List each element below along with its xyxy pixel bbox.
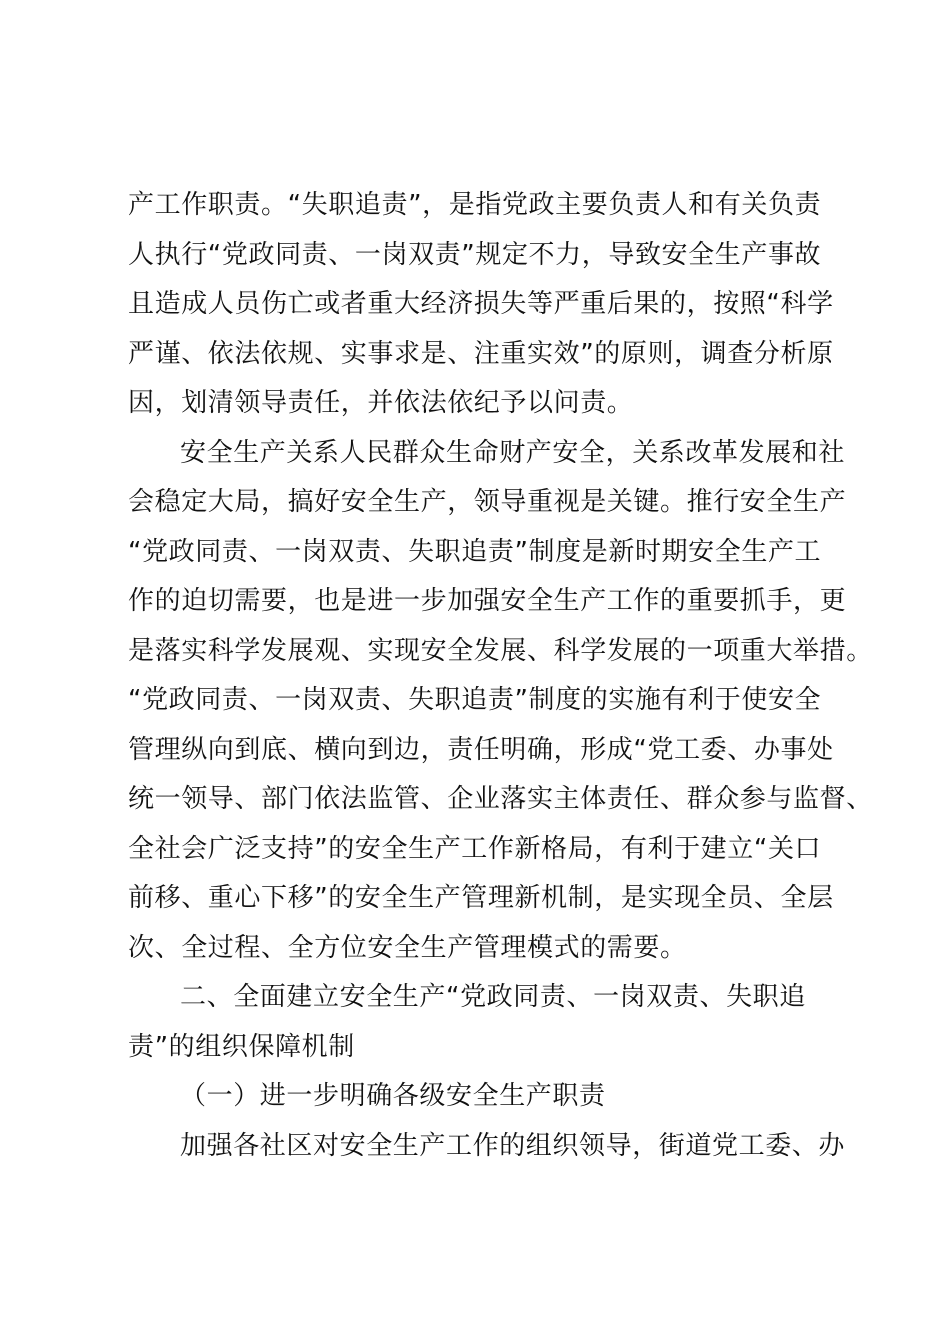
- text-line: 次、全过程、全方位安全生产管理模式的需要。: [128, 932, 687, 963]
- text-line: 产工作职责。“失职追责”，是指党政主要负责人和有关负责: [128, 190, 822, 220]
- text-line: 会稳定大局，搞好安全生产，领导重视是关键。推行安全生产: [128, 487, 847, 517]
- paragraph-start-line: 加强各社区对安全生产工作的组织领导，街道党工委、办: [180, 1130, 846, 1161]
- document-body: [128, 181, 873, 1171]
- section-heading-line: 责”的组织保障机制: [128, 1031, 355, 1062]
- text-line: 人执行“党政同责、一岗双责”规定不力，导致安全生产事故: [128, 239, 822, 270]
- text-line: 全社会广泛支持”的安全生产工作新格局，有利于建立“关口: [128, 833, 822, 864]
- text-line: 管理纵向到底、横向到边，责任明确，形成“党工委、办事处: [128, 734, 834, 765]
- text-line: “党政同责、一岗双责、失职追责”制度是新时期安全生产工: [128, 536, 822, 567]
- paragraph-start-line: 安全生产关系人民群众生命财产安全，关系改革发展和社: [180, 437, 846, 468]
- text-line: 作的迫切需要，也是进一步加强安全生产工作的重要抓手，更: [128, 586, 847, 616]
- subsection-heading: （一）进一步明确各级安全生产职责: [180, 1081, 606, 1111]
- text-line: 严谨、依法依规、实事求是、注重实效”的原则，调查分析原: [128, 338, 834, 369]
- text-line: 前移、重心下移”的安全生产管理新机制，是实现全员、全层: [128, 883, 834, 913]
- text-line: 因，划清领导责任，并依法依纪予以问责。: [128, 388, 634, 418]
- section-heading-line: 二、全面建立安全生产“党政同责、一岗双责、失职追: [180, 982, 806, 1012]
- text-line: 且造成人员伤亡或者重大经济损失等严重后果的，按照“科学: [128, 289, 834, 319]
- text-line: 统一领导、部门依法监管、企业落实主体责任、群众参与监督、: [128, 784, 873, 814]
- text-line: 是落实科学发展观、实现安全发展、科学发展的一项重大举措。: [128, 635, 873, 666]
- text-line: “党政同责、一岗双责、失职追责”制度的实施有利于使安全: [128, 685, 822, 715]
